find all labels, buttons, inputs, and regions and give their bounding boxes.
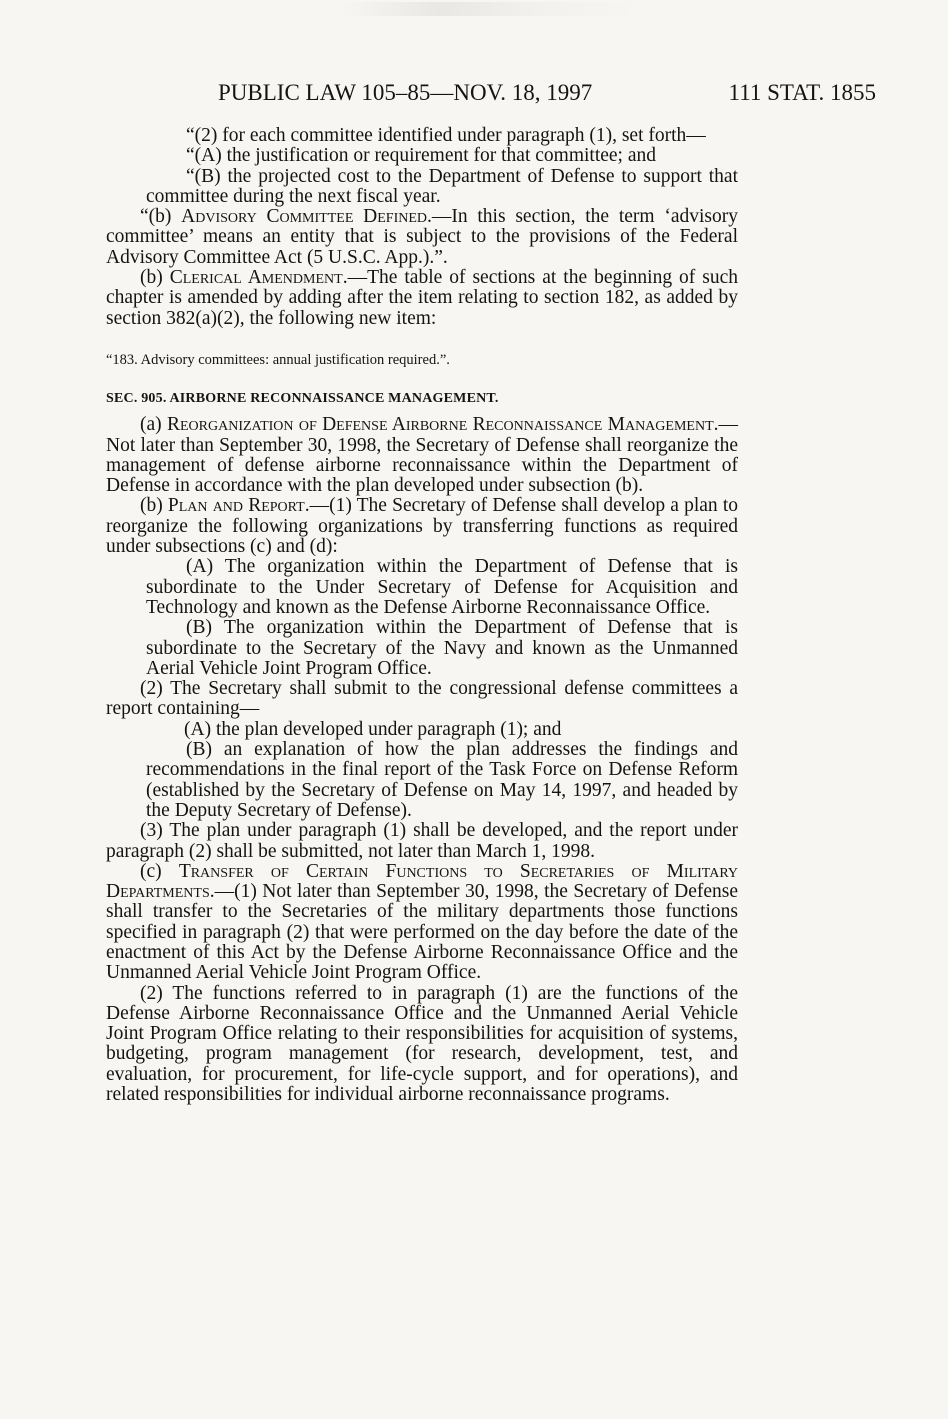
paragraph-2-A: “(A) the justification or requirement for that committee; and <box>186 145 656 167</box>
subsection-a-text: .—Not later than September 30, 1998, the Secretary of Defense shall reorganize the management of defense airborne reconnaissance within the Department of Defense in accordance with the plan developed under subsection (b). <box>106 414 738 497</box>
subsection-c-transfer <box>106 862 738 984</box>
subsection-b-plan-and-report <box>106 496 738 557</box>
subsection-b-lead: “(b) <box>140 206 182 228</box>
header-law-citation: PUBLIC LAW 105–85—NOV. 18, 1997 <box>218 80 593 105</box>
clerical-amendment <box>106 268 738 329</box>
clerical-amendment-heading: Clerical Amendment <box>169 267 343 289</box>
header-stat-page: 111 STAT. 1855 <box>728 80 876 105</box>
page-header <box>106 78 876 108</box>
document-body <box>106 126 738 1105</box>
clerical-amendment-lead: (b) <box>140 267 170 289</box>
report-paragraph-3: (3) The plan under paragraph (1) shall be developed, and the report under paragraph (2) shall be submitted, not later than March 1, 1998. <box>106 820 738 862</box>
table-of-sections-item: “183. Advisory committees: annual justification required.”. <box>106 351 450 368</box>
subsection-a-heading: Reorganization of Defense Airborne Reconnaissance Management <box>166 414 714 436</box>
plan-item-B: (B) The organization within the Department of Defense that is subordinate to the Secretary of the Navy and known as the Unmanned Aerial Vehicle Joint Program Office. <box>146 617 738 679</box>
subsection-c-paragraph-2: (2) The functions referred to in paragraph (1) are the functions of the Defense Airborne Reconnaissance Office and the Unmanned Aerial Vehicle Joint Program Office relating to their responsibilities for acquisition of systems, budgeting, program management (for research, development, test, and evaluation, for procurement, for life-cycle support, and for operations), and related responsibilities for individual airborne reconnaissance programs. <box>106 982 738 1106</box>
subsection-c-text: .—(1) Not later than September 30, 1998, the Secretary of Defense shall transfer to the Secretaries of the military departments those functions specified in paragraph (2) that were performed on the day before the date of the enactment of this Act by the Defense Airborne Reconnaissance Office and the Unmanned Aerial Vehicle Joint Program Office. <box>106 881 738 984</box>
subsection-b-text: .—In this section, the term ‘advisory committee’ means an entity that is subject to the provisions of the Federal Advisory Committee Act (5 U.S.C. App.).”. <box>106 206 738 268</box>
plan-item-A: (A) The organization within the Department of Defense that is subordinate to the Under Secretary of Defense for Acquisition and Technology and known as the Defense Airborne Reconnaissance Office. <box>146 556 738 618</box>
subsection-b-advisory-committee-defined <box>106 207 738 268</box>
plan-report-text: .—(1) The Secretary of Defense shall develop a plan to reorganize the following organizations by transferring functions as required under subsections (c) and (d): <box>106 495 738 558</box>
subsection-c-lead: (c) <box>140 860 179 882</box>
report-item-B: (B) an explanation of how the plan addresses the findings and recommendations in the final report of the Task Force on Defense Reform (established by the Secretary of Defense on May 14, 1997, and headed by the Deputy Secretary of Defense). <box>146 739 738 821</box>
plan-report-lead: (b) <box>140 495 168 517</box>
clerical-amendment-text: .—The table of sections at the beginning of such chapter is amended by adding after the item relating to section 182, as added by section 382(a)(2), the following new item: <box>106 267 739 329</box>
section-905-heading: SEC. 905. AIRBORNE RECONNAISSANCE MANAGEMENT. <box>106 390 499 406</box>
report-item-A: (A) the plan developed under paragraph (1); and <box>184 718 562 740</box>
report-paragraph-2: (2) The Secretary shall submit to the congressional defense committees a report containing— <box>106 678 738 720</box>
paragraph-2-B: “(B) the projected cost to the Department of Defense to support that committee during the next fiscal year. <box>146 165 738 207</box>
subsection-a-lead: (a) <box>140 414 167 436</box>
paragraph-2-set-forth: “(2) for each committee identified under paragraph (1), set forth— <box>186 125 706 146</box>
subsection-a-reorganization <box>106 415 738 496</box>
plan-report-heading: Plan and Report <box>167 495 305 517</box>
subsection-c-heading: Transfer of Certain Functions to Secretaries of Military Departments <box>106 860 738 903</box>
scan-artifact <box>340 2 640 16</box>
subsection-b-heading: Advisory Committee Defined <box>181 206 427 228</box>
